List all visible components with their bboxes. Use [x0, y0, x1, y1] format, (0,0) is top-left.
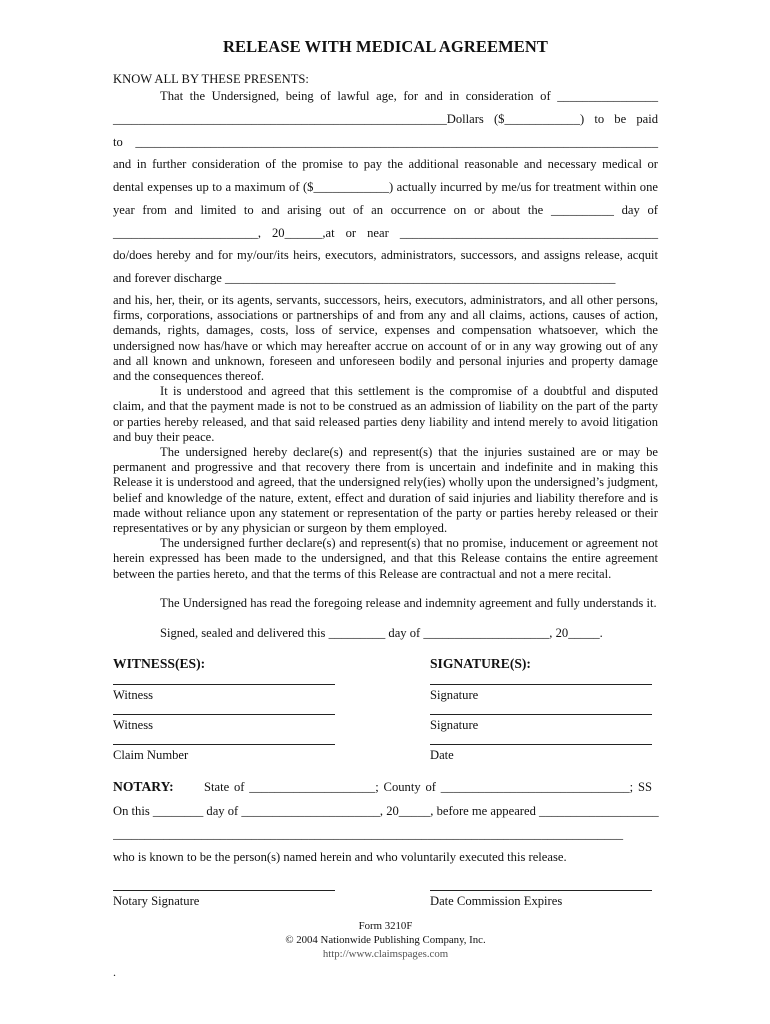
medical-expenses-line: and in further consideration of the promise to pay the additional reasonable and necessary medical or — [113, 157, 658, 171]
form-number: Form 3210F — [358, 920, 413, 932]
intro-line: KNOW ALL BY THESE PRESENTS: — [113, 72, 309, 86]
signature-1-line[interactable] — [430, 684, 652, 685]
on-this-line: On this ________ day of ______________________, 20_____, before me appeared ___________________ — [113, 804, 659, 818]
claim-number-label: Claim Number — [113, 748, 189, 762]
release-body — [113, 293, 658, 582]
entire-agreement-paragraph: The undersigned further declare(s) and represent(s) that no promise, inducement or agreement not herein expressed has been made to the undersigned, and that this Release contains the entire agreement between the parties hereto, and that the terms of this Release are contractual and not a mere recital. — [113, 536, 658, 581]
witness-1-label: Witness — [113, 688, 154, 702]
notary-heading: NOTARY: — [113, 779, 174, 794]
witness-1-line[interactable] — [113, 684, 335, 685]
claim-number-line[interactable] — [113, 744, 335, 745]
occurrence-line: year from and limited to and arising out of an occurrence on or about the __________ day of — [113, 203, 658, 217]
understands-line: The Undersigned has read the foregoing release and indemnity agreement and fully understands it. — [160, 596, 657, 610]
consideration-line: That the Undersigned, being of lawful age, for and in consideration of ________________ — [160, 89, 658, 103]
date-place-line: _______________________, 20______,at or near _________________________________________ — [113, 226, 658, 240]
stray-dot: . — [113, 965, 116, 979]
notary-signature-label: Notary Signature — [113, 894, 200, 908]
notary-signature-line[interactable] — [113, 890, 335, 891]
signatures-heading: SIGNATURE(S): — [430, 656, 531, 671]
signature-2-line[interactable] — [430, 714, 652, 715]
date-label: Date — [430, 748, 454, 762]
document-title: RELEASE WITH MEDICAL AGREEMENT — [223, 37, 548, 56]
witnesses-heading: WITNESS(ES): — [113, 656, 206, 671]
copyright-notice: © 2004 Nationwide Publishing Company, Inc. — [285, 934, 486, 946]
witness-2-label: Witness — [113, 718, 154, 732]
date-line[interactable] — [430, 744, 652, 745]
known-person-line: who is known to be the person(s) named herein and who voluntarily executed this release. — [113, 850, 567, 864]
commission-expires-line[interactable] — [430, 890, 652, 891]
witness-2-line[interactable] — [113, 714, 335, 715]
discharge-line: and forever discharge ______________________________________________________________ — [113, 271, 616, 285]
compromise-paragraph: It is understood and agreed that this settlement is the compromise of a doubtful and disputed claim, and that the payment made is not to be construed as an admission of liability on the part of the party or parties hereby released, and that said released parties deny liability and intend merely to avoid litigation and buy their peace. — [113, 384, 658, 444]
commission-expires-label: Date Commission Expires — [430, 894, 563, 908]
signed-sealed-line: Signed, sealed and delivered this _________ day of ____________________, 20_____. — [160, 626, 603, 640]
paid-to-line: to ___________________________________________________________________________________ — [113, 135, 658, 149]
dollars-line: _____________________________________________________Dollars ($____________) to be paid — [113, 112, 658, 126]
signature-1-label: Signature — [430, 688, 479, 702]
website-url[interactable]: http://www.claimspages.com — [322, 948, 449, 960]
injuries-paragraph: The undersigned hereby declare(s) and represent(s) that the injuries sustained are or may be permanent and progressive and that recovery there from is uncertain and indefinite and in making this Release it is understood and agreed, that the undersigned rely(ies) wholly upon the undersigned’s judgment, belief and knowledge of the nature, extent, effect and duration of said injuries and liability therefore and is made without reliance upon any statement or representation of the party or parties hereby released or their representatives or by any physician or surgeon by them employed. — [113, 445, 658, 536]
signature-2-label: Signature — [430, 718, 479, 732]
release-acquit-line: do/does hereby and for my/our/its heirs, executors, administrators, successors, and assigns release, acquit — [113, 248, 658, 262]
state-county-line: State of ____________________; County of ______________________________; SS — [204, 780, 652, 794]
maximum-line: dental expenses up to a maximum of ($____________) actually incurred by me/us for treatment within one — [113, 180, 658, 194]
appeared-blank-line: _________________________________________________________________________________ — [113, 827, 624, 841]
agents-paragraph: and his, her, their, or its agents, servants, successors, heirs, executors, administrators, and all other persons, firms, corporations, associations or partnerships of and from any and all claims, actions, causes of action, demands, rights, damages, costs, loss of service, expenses and compensation whatsoever, which the undersigned now has/have or which may hereafter accrue on account of or in any way growing out of any and all known and unknown, foreseen and unforeseen bodily and personal injuries and property damage and the consequences thereof. — [113, 293, 658, 384]
